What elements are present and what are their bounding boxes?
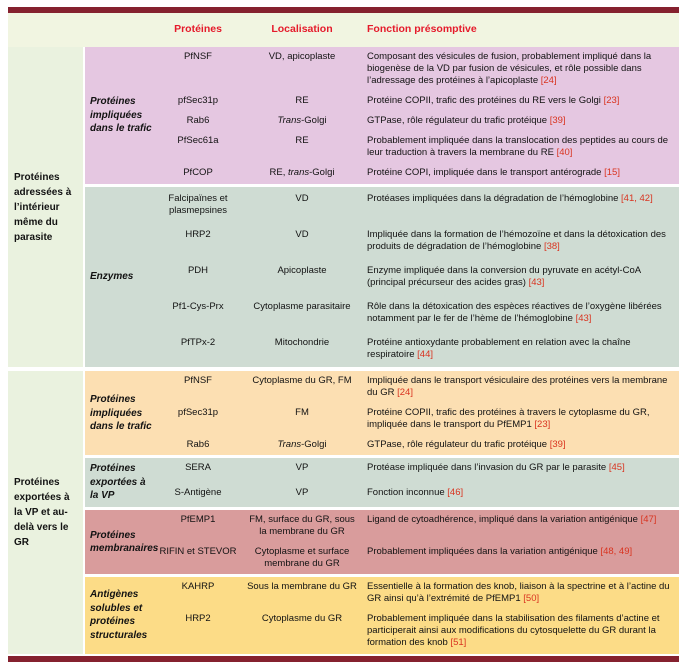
function-cell: Protéases impliquées dans la dégradation de l’hémoglobine [41, 42] xyxy=(362,185,679,223)
protein-name: pfSec31p xyxy=(154,91,242,111)
group-label: Protéines exportées à la VP et au-delà vers le GR xyxy=(8,369,84,653)
protein-name: Rab6 xyxy=(154,111,242,131)
function-cell: Rôle dans la détoxication des espèces réactives de l’oxygène libérées notamment par le fer de l’hème de l’hémoglobine [43] xyxy=(362,295,679,331)
reference-citation: [48, 49] xyxy=(600,546,633,558)
bottom-border-rule xyxy=(8,656,679,662)
protein-name: RIFIN et STEVOR xyxy=(154,542,242,576)
localisation-cell: RE xyxy=(242,131,362,163)
localisation-cell: VD xyxy=(242,223,362,259)
protein-name: PDH xyxy=(154,259,242,295)
localisation-cell: Trans-Golgi xyxy=(242,435,362,457)
reference-citation: [41, 42] xyxy=(621,192,653,204)
reference-citation: [43] xyxy=(528,276,545,288)
function-cell: Probablement impliquée dans la stabilisation des filaments d’actine et participerait ainsi aux modifications du cytosquelette du GR durant la formation des knob [51] xyxy=(362,609,679,653)
localisation-cell: VD xyxy=(242,185,362,223)
table-row xyxy=(8,185,679,223)
localisation-cell: VD, apicoplaste xyxy=(242,47,362,91)
function-cell: Protéine COPII, trafic des protéines à travers le cytoplasme du GR, impliquée dans le transport du PfEMP1 [23] xyxy=(362,403,679,435)
protein-name: PfSec61a xyxy=(154,131,242,163)
function-cell: Enzyme impliquée dans la conversion du pyruvate en acétyl-CoA (principal précurseur des acides gras) [43] xyxy=(362,259,679,295)
function-cell: Impliquée dans le transport vésiculaire des protéines vers la membrane du GR [24] xyxy=(362,369,679,403)
localisation-cell: Cytoplasme parasitaire xyxy=(242,295,362,331)
column-header-proteins: Protéines xyxy=(154,13,242,47)
reference-citation: [39] xyxy=(549,115,566,127)
protein-name: PfTPx-2 xyxy=(154,331,242,369)
reference-citation: [51] xyxy=(450,637,467,649)
function-cell: Impliquée dans la formation de l’hémozoïne et dans la détoxication des produits de dégradation de l’hémoglobine [38] xyxy=(362,223,679,259)
function-cell: Composant des vésicules de fusion, probablement impliqué dans la biogenèse de la VD par fusion de vésicules, et rôle possible dans l’adressage des protéines à l’apicoplaste [24] xyxy=(362,47,679,91)
reference-citation: [15] xyxy=(604,167,620,179)
reference-citation: [24] xyxy=(397,387,413,399)
column-header-row xyxy=(8,13,679,47)
protein-name: HRP2 xyxy=(154,223,242,259)
reference-citation: [38] xyxy=(543,240,560,252)
protein-name: KAHRP xyxy=(154,576,242,610)
reference-citation: [24] xyxy=(540,75,557,87)
protein-name: PfCOP xyxy=(154,163,242,185)
protein-name: PfNSF xyxy=(154,47,242,91)
protein-name: HRP2 xyxy=(154,609,242,653)
function-cell: Protéase impliquée dans l’invasion du GR par le parasite [45] xyxy=(362,457,679,483)
localisation-cell: Cytoplasme du GR, FM xyxy=(242,369,362,403)
header-spacer xyxy=(8,13,84,47)
function-cell: Protéine antioxydante probablement en relation avec la chaîne respiratoire [44] xyxy=(362,331,679,369)
protein-name: Falcipaïnes et plasmepsines xyxy=(154,185,242,223)
header-spacer xyxy=(84,13,154,47)
column-header-localisation: Localisation xyxy=(242,13,362,47)
reference-citation: [43] xyxy=(575,312,592,324)
protein-name: PfNSF xyxy=(154,369,242,403)
function-cell: Ligand de cytoadhérence, impliqué dans la variation antigénique [47] xyxy=(362,508,679,542)
function-cell: Fonction inconnue [46] xyxy=(362,483,679,509)
function-cell: Protéine COPII, trafic des protéines du RE vers le Golgi [23] xyxy=(362,91,679,111)
protein-name: pfSec31p xyxy=(154,403,242,435)
reference-citation: [44] xyxy=(417,349,434,361)
localisation-cell: VP xyxy=(242,457,362,483)
function-cell: Protéine COPI, impliquée dans le transport antérograde [15] xyxy=(362,163,679,185)
table-row xyxy=(8,508,679,542)
reference-citation: [39] xyxy=(549,439,566,451)
reference-citation: [40] xyxy=(556,147,573,159)
section-label: Protéines impliquées dans le trafic xyxy=(84,47,154,185)
localisation-cell: Apicoplaste xyxy=(242,259,362,295)
section-label: Protéines impliquées dans le trafic xyxy=(84,369,154,457)
localisation-cell: RE, trans-Golgi xyxy=(242,163,362,185)
section-label: Antigènes solubles et protéines structurales xyxy=(84,576,154,654)
table-content xyxy=(8,7,679,662)
protein-table xyxy=(8,13,679,654)
function-cell: Probablement impliquées dans la variation antigénique [48, 49] xyxy=(362,542,679,576)
function-cell: GTPase, rôle régulateur du trafic protéique [39] xyxy=(362,111,679,131)
column-header-function: Fonction présomptive xyxy=(362,13,679,47)
protein-name: Rab6 xyxy=(154,435,242,457)
reference-citation: [47] xyxy=(640,513,657,525)
reference-citation: [23] xyxy=(603,95,620,107)
localisation-cell: Mitochondrie xyxy=(242,331,362,369)
table-row xyxy=(8,47,679,91)
section-label: Protéines exportées à la VP xyxy=(84,457,154,509)
localisation-cell: RE xyxy=(242,91,362,111)
localisation-cell: Cytoplasme et surface membrane du GR xyxy=(242,542,362,576)
group-label: Protéines adressées à l’intérieur même du parasite xyxy=(8,47,84,369)
protein-name: Pf1-Cys-Prx xyxy=(154,295,242,331)
section-label: Enzymes xyxy=(84,185,154,369)
protein-name: S-Antigène xyxy=(154,483,242,509)
reference-citation: [50] xyxy=(523,593,540,605)
section-label: Protéines membranaires xyxy=(84,508,154,575)
table-row xyxy=(8,457,679,483)
protein-name: PfEMP1 xyxy=(154,508,242,542)
reference-citation: [46] xyxy=(447,486,464,498)
function-cell: Probablement impliquée dans la translocation des peptides au cours de leur traduction à travers la membrane du RE [40] xyxy=(362,131,679,163)
localisation-cell: FM, surface du GR, sous la membrane du GR xyxy=(242,508,362,542)
protein-name: SERA xyxy=(154,457,242,483)
reference-citation: [23] xyxy=(534,419,551,431)
function-cell: Essentielle à la formation des knob, liaison à la spectrine et à l’actine du GR ainsi qu’à l’extrémité de PfEMP1 [50] xyxy=(362,576,679,610)
function-cell: GTPase, rôle régulateur du trafic protéique [39] xyxy=(362,435,679,457)
localisation-cell: FM xyxy=(242,403,362,435)
table-row xyxy=(8,576,679,610)
table-row xyxy=(8,369,679,403)
reference-citation: [45] xyxy=(608,462,625,474)
localisation-cell: Trans-Golgi xyxy=(242,111,362,131)
localisation-cell: VP xyxy=(242,483,362,509)
localisation-cell: Sous la membrane du GR xyxy=(242,576,362,610)
localisation-cell: Cytoplasme du GR xyxy=(242,609,362,653)
